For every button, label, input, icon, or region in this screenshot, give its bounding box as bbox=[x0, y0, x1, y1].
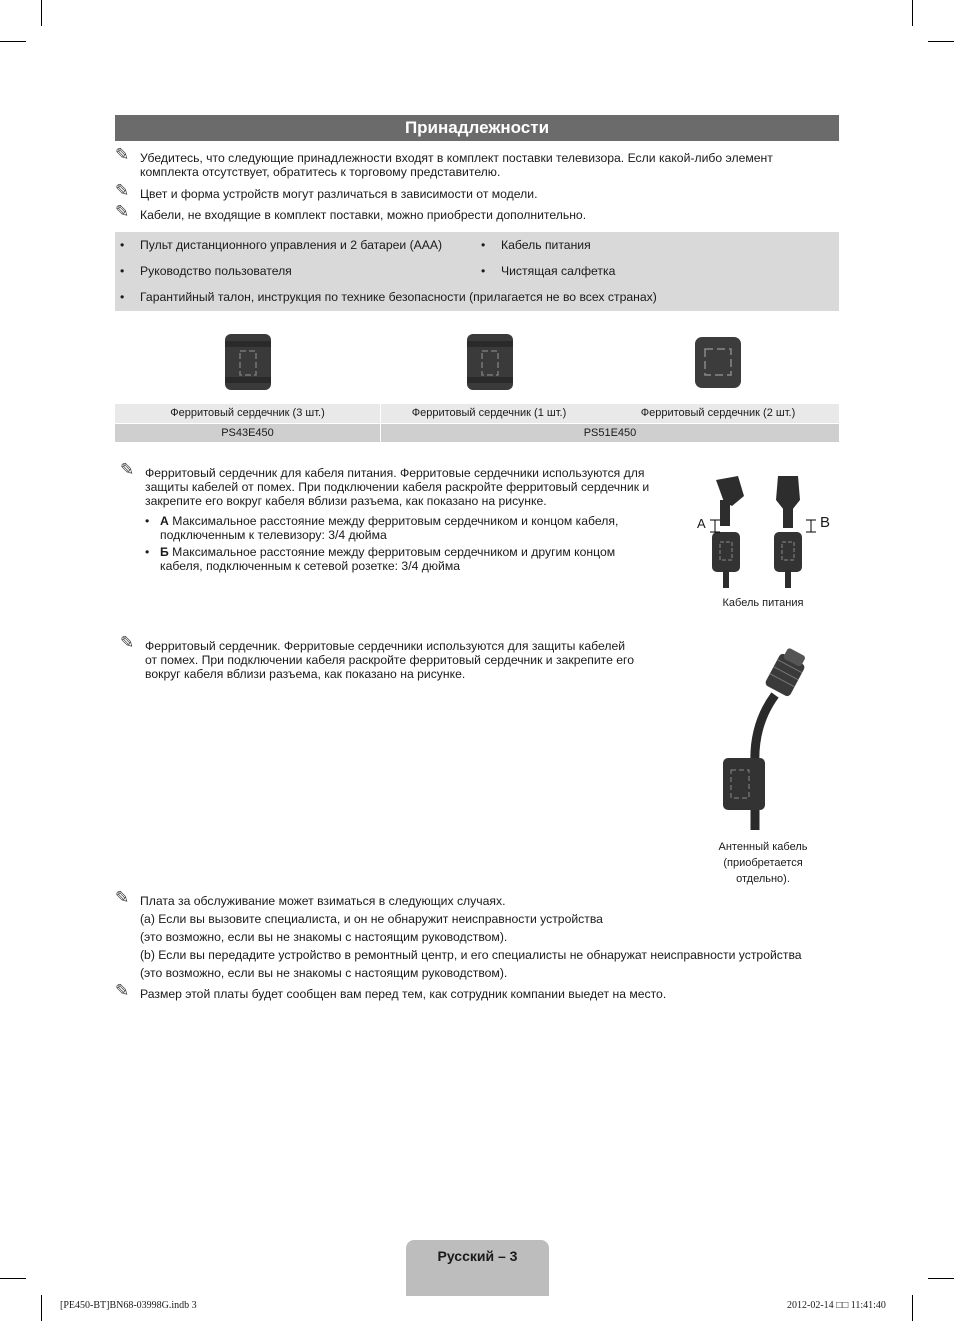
pencil-note-icon: ✎ bbox=[115, 181, 130, 200]
list-item: • Руководство пользователя bbox=[120, 264, 292, 278]
list-item: • Гарантийный талон, инструкция по технике безопасности (прилагается не во всех странах) bbox=[120, 290, 657, 304]
footer-file: [PE450-BT]BN68-03998G.indb 3 bbox=[60, 1300, 197, 1311]
pencil-note-icon: ✎ bbox=[120, 460, 135, 479]
label-b: B bbox=[820, 514, 831, 531]
list-item: • Кабель питания bbox=[481, 238, 591, 252]
note-included: ✎ Убедитесь, что следующие принадлежности входят в комплект поставки телевизора. Если какой-либо элемент комплекта отсутствует, обратитесь к торговому представителю. bbox=[115, 145, 773, 179]
pencil-note-icon: ✎ bbox=[115, 981, 130, 1000]
label-a: A bbox=[697, 516, 706, 531]
pencil-note-icon: ✎ bbox=[115, 888, 130, 907]
antenna-cable-illustration bbox=[715, 645, 815, 831]
page-number: Русский – 3 bbox=[437, 1248, 518, 1264]
pencil-note-icon: ✎ bbox=[115, 202, 130, 221]
accessories-list bbox=[115, 232, 839, 311]
pencil-note-icon: ✎ bbox=[120, 633, 135, 652]
note-power-ferrite: ✎ Ферритовый сердечник для кабеля питания. Ферритовые сердечники используются для защиты кабелей от помех. При подключении кабеля раскройте ферритовый сердечник и закрепите его вокруг кабеля вблизи разъема, как показано на рисунке. • А Максимальное расстояние между ферритовым сердечником и концом кабеля, подключенным к телевизору: 3/4 дюйма • Б Максимальное расстояние между ферритовым сердечником и другим концом кабеля, подключенным к сетевой розетке: 3/4 дюйма bbox=[120, 466, 690, 573]
page-title: Принадлежности bbox=[115, 115, 839, 141]
note-cables: ✎ Кабели, не входящие в комплект поставки, можно приобрести дополнительно. bbox=[115, 202, 587, 222]
antenna-caption: Антенный кабель (приобретается отдельно). bbox=[718, 841, 808, 885]
note-antenna-ferrite: ✎ Ферритовый сердечник. Ферритовые сердечники используются для защиты кабелей от помех. При подключении кабеля раскройте ферритовый сердечник и закрепите его вокруг кабеля вблизи разъема, как показано на рисунке. bbox=[120, 633, 635, 681]
note-fee-amount: ✎ Размер этой платы будет сообщен вам перед тем, как сотрудник компании выедет на место. bbox=[115, 981, 667, 1001]
power-cable-caption: Кабель питания bbox=[722, 597, 804, 609]
bullet-b: • Б Максимальное расстояние между ферритовым сердечником и другим концом кабеля, подключенным к сетевой розетке: 3/4 дюйма bbox=[145, 545, 616, 573]
ferrite-core-image bbox=[693, 335, 743, 390]
bullet-a: • А Максимальное расстояние между ферритовым сердечником и концом кабеля, подключенным к телевизору: 3/4 дюйма bbox=[145, 514, 619, 542]
pencil-note-icon: ✎ bbox=[115, 145, 130, 164]
list-item: • Пульт дистанционного управления и 2 батареи (AAA) bbox=[120, 238, 443, 252]
page-number-tab bbox=[406, 1240, 549, 1296]
note-color: ✎ Цвет и форма устройств могут различаться в зависимости от модели. bbox=[115, 181, 538, 201]
power-cable-illustration bbox=[694, 470, 834, 588]
list-item: • Чистящая салфетка bbox=[481, 264, 616, 278]
ferrite-core-image bbox=[222, 331, 274, 393]
note-service-fee: ✎ Плата за обслуживание может взиматься в следующих случаях. (a) Если вы вызовите специалиста, и он не обнаружит неисправности устройства (это возможно, если вы не знакомы с настоящим руководством). (b) Если вы передадите устройство в ремонтный центр, и его специалисты не обнаружат неисправности устройства (это возможно, если вы не знакомы с настоящим руководством). bbox=[115, 888, 802, 980]
footer-date: 2012-02-14 □□ 11:41:40 bbox=[787, 1300, 886, 1311]
ferrite-core-image bbox=[464, 331, 516, 393]
